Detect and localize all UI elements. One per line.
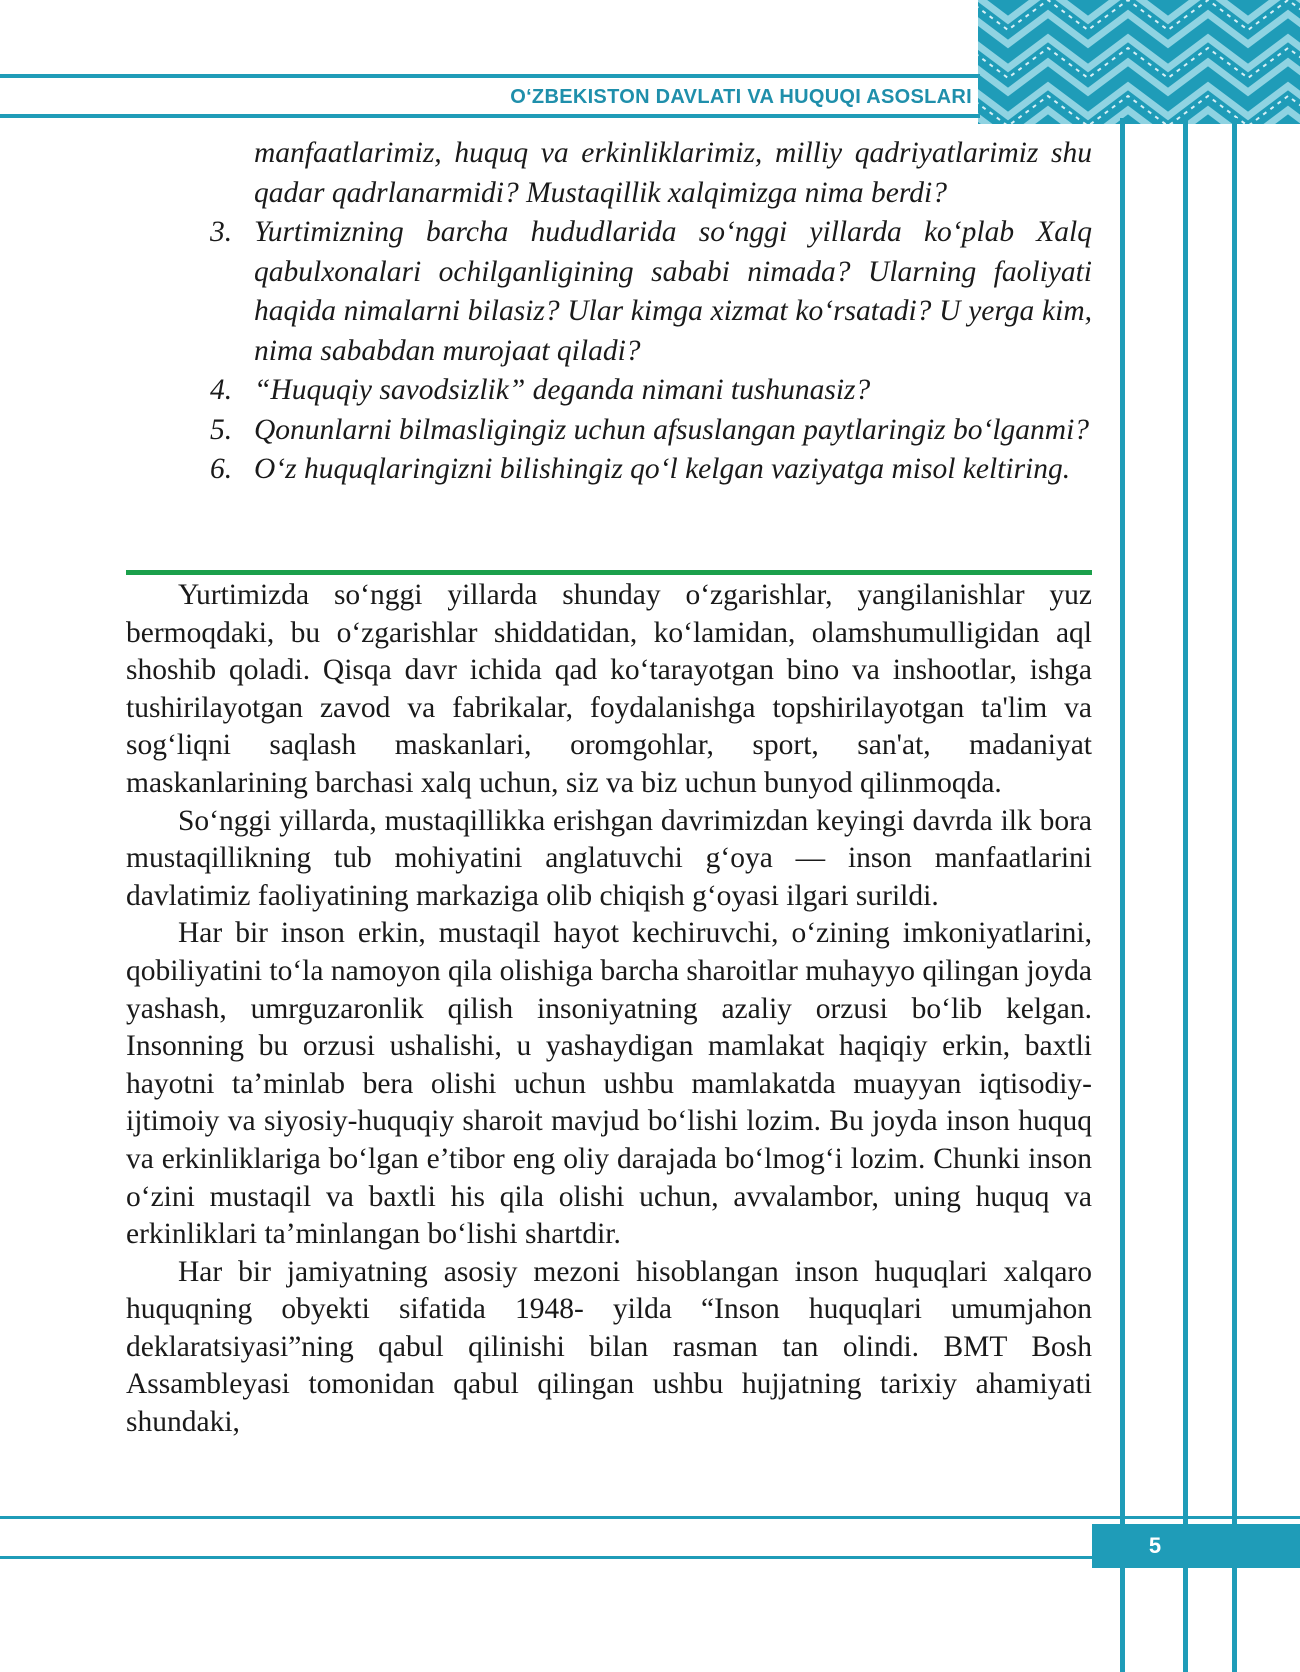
paragraph: Yurtimizda so‘nggi yillarda shunday o‘zgarishlar, yangilanishlar yuz bermoqdaki, bu o‘zgarishlar shiddatidan, ko‘lamidan, olamshumulligidan aql shoshib qoladi. Qisqa davr ichida qad ko‘tarayotgan bino va inshootlar, ishga tushirilayotgan zavod va fabrikalar, foydalanishga topshirilayotgan ta'lim va sog‘liqni saqlash maskanlari, oromgohlar, sport, san'at, madaniyat maskanlarining barchasi xalq uchun, siz va biz uchun bunyod qilinmoqda.: [126, 579, 1092, 799]
question-number: 4.: [210, 374, 233, 406]
running-header-title: O‘ZBEKISTON DAVLATI VA HUQUQI ASOSLARI: [510, 86, 972, 108]
question-number: 5.: [210, 413, 233, 446]
margin-bar: [1232, 118, 1237, 1672]
body-text: [126, 577, 1092, 1442]
question-item: [210, 134, 1092, 213]
question-item: [210, 450, 1092, 490]
question-text: Qonunlarni bilmasligingiz uchun afsuslangan paytlaringiz bo‘lganmi?: [254, 413, 1090, 446]
question-text: manfaatlarimiz, huquq va erkinliklarimiz, milliy qadriyatlarimiz shu qadar qadrlanarmidi? Mustaqillik xalqimizga nima berdi?: [254, 137, 1092, 209]
margin-bar: [1120, 118, 1125, 1672]
question-number: 3.: [210, 216, 233, 248]
section-divider: [126, 570, 1092, 575]
footer-rule-top: [0, 1516, 1300, 1519]
question-number: [210, 134, 254, 213]
question-text: “Huquqiy savodsizlik” deganda nimani tushunasiz?: [254, 374, 871, 406]
zigzag-ornament: [978, 0, 1300, 124]
paragraph: Har bir inson erkin, mustaqil hayot kechiruvchi, o‘zining imkoniyatlarini, qobiliyatini to‘la namoyon qila olishiga barcha sharoitlar muhayyo qilingan joyda yashash, umrguzaronlik qilish insoniyatning azaliy orzusi bo‘lib kelgan. Insonning bu orzusi ushalishi, u yashaydigan mamlakat haqiqiy erkin, baxtli hayotni ta’minlab bera olishi uchun ushbu mamlakatda muayyan iqtisodiy-ijtimoiy va siyosiy-huquqiy sharoit mavjud bo‘lishi lozim. Bu joyda inson huquq va erkinliklariga bo‘lgan e’tibor eng oliy darajada bo‘lmog‘i lozim. Chunki inson o‘zini mustaqil va baxtli his qila olishi uchun, avvalambor, uning huquq va erkinliklari ta’minlangan bo‘lishi shartdir.: [126, 917, 1092, 1251]
question-text: Yurtimizning barcha hududlarida so‘nggi yillarda ko‘plab Xalq qabulxonalari ochilganligining sababi nimada? Ularning faoliyati haqida nimalarni bilasiz? Ular kimga xizmat ko‘rsatadi? U yerga kim, nima sababdan murojaat qiladi?: [254, 216, 1092, 367]
margin-bar: [1183, 118, 1188, 1672]
question-item: [210, 411, 1092, 451]
questions-list: [210, 134, 1092, 490]
header-rule-top: [0, 74, 980, 78]
paragraph: So‘nggi yillarda, mustaqillikka erishgan davrimizdan keyingi davrda ilk bora mustaqillikning tub mohiyatini anglatuvchi g‘oya — inson manfaatlarini davlatimiz faoliyatining markaziga olib chiqish g‘oyasi ilgari surildi.: [126, 804, 1092, 912]
question-item: [210, 213, 1092, 371]
page-number: 5: [1148, 1533, 1162, 1558]
footer-rule-bottom: [0, 1556, 1094, 1559]
question-item: [210, 371, 1092, 411]
page-number-tab: [1092, 1524, 1300, 1568]
header-rule-bottom: [0, 114, 980, 118]
question-number: 6.: [210, 453, 233, 485]
question-text: O‘z huquqlaringizni bilishingiz qo‘l kelgan vaziyatga misol keltiring.: [254, 453, 1071, 485]
paragraph: Har bir jamiyatning asosiy mezoni hisoblangan inson huquqlari xalqaro huquqning obyekti sifatida 1948- yilda “Inson huquqlari umumjahon deklaratsiyasi”ning qabul qilinishi bilan rasman tan olindi. BMT Bosh Assambleyasi tomonidan qabul qilingan ushbu hujjatning tarixiy ahamiyati shundaki,: [126, 1255, 1092, 1439]
